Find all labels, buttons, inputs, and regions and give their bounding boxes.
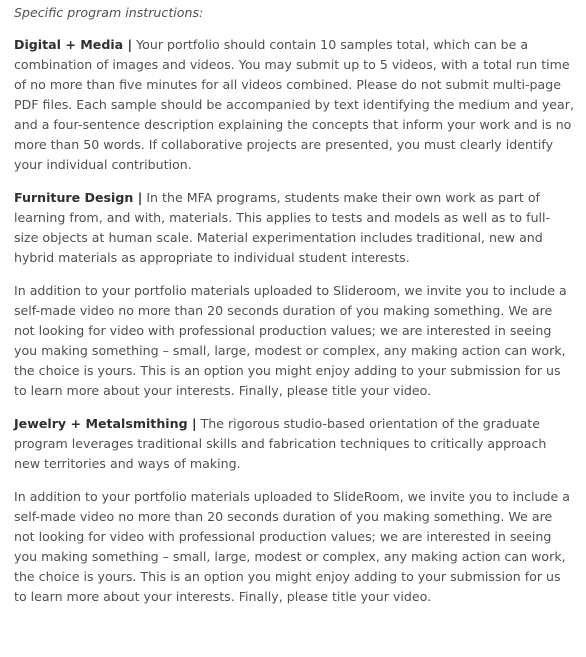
section-furniture-design (14, 188, 574, 268)
section-text-jewelry-video: In addition to your portfolio materials uploaded to SlideRoom, we invite you to include a self-made video no more than 20 seconds duration of you making something. We are not looking for video with professional production values; we are interested in seeing you making something – small, large, modest or complex, any making action can work, the choice is yours. This is an option you might enjoy adding to your submission for us to learn more about your interests. Finally, please title your video. (14, 489, 570, 604)
section-text-furniture-design: In the MFA programs, students make their own work as part of learning from, and with, materials. This applies to tests and models as well as to full-size objects at human scale. Material experimentation includes traditional, new and hybrid materials as appropriate to individual student interests. (14, 190, 551, 265)
section-digital-media (14, 35, 574, 175)
section-heading-digital-media: Digital + Media | (14, 37, 133, 52)
section-text-jewelry-metalsmithing: The rigorous studio-based orientation of the graduate program leverages traditional skills and fabrication techniques to critically approach new territories and ways of making. (14, 416, 547, 471)
section-jewelry-metalsmithing (14, 414, 574, 474)
intro-text: Specific program instructions: (14, 5, 204, 20)
section-heading-jewelry-metalsmithing: Jewelry + Metalsmithing | (14, 416, 197, 431)
section-jewelry-video (14, 487, 574, 607)
section-heading-furniture-design: Furniture Design | (14, 190, 143, 205)
section-text-digital-media: Your portfolio should contain 10 samples total, which can be a combination of images and videos. You may submit up to 5 videos, with a total run time of no more than five minutes for all videos combined. Please do not submit multi-page PDF files. Each sample should be accompanied by text identifying the medium and year, and a four-sentence description explaining the concepts that inform your work and is no more than 50 words. If collaborative projects are presented, you must clearly identify your individual contribution. (14, 37, 574, 172)
section-furniture-video (14, 281, 574, 401)
section-text-furniture-video: In addition to your portfolio materials uploaded to Slideroom, we invite you to include a self-made video no more than 20 seconds duration of you making something. We are not looking for video with professional production values; we are interested in seeing you making something – small, large, modest or complex, any making action can work, the choice is yours. This is an option you might enjoy adding to your submission for us to learn more about your interests. Finally, please title your video. (14, 283, 567, 398)
